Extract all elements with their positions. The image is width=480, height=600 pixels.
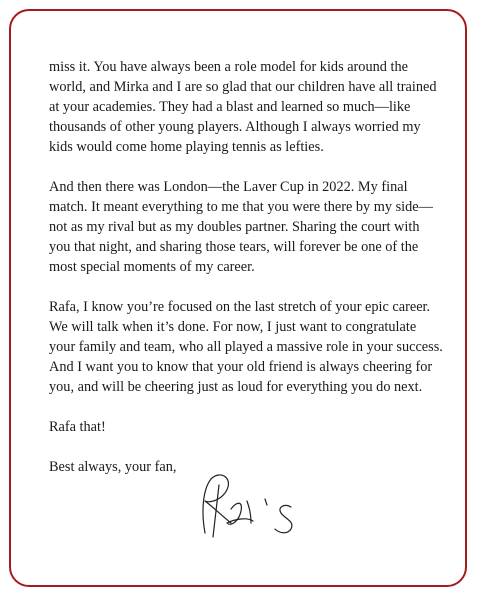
text-line: your family and team, who all played a massive role in your success.: [49, 339, 443, 355]
text-line: We will talk when it’s done. For now, I just want to congratulate: [49, 319, 417, 335]
text-line: miss it. You have always been a role model for kids around the: [49, 59, 408, 75]
text-line: world, and Mirka and I are so glad that our children have all trained: [49, 79, 437, 95]
paragraph-2: [49, 177, 461, 277]
closing-line: [49, 417, 461, 437]
text-line: thousands of other young players. Although I always worried my: [49, 119, 421, 135]
text-line: at your academies. They had a blast and learned so much—like: [49, 99, 411, 115]
paragraph-3: [49, 297, 461, 397]
text-line: Best always, your fan,: [49, 459, 177, 475]
paragraph-1: [49, 57, 461, 157]
letter-card: [9, 9, 467, 587]
text-line: most special moments of my career.: [49, 259, 255, 275]
letter-body: [49, 57, 461, 497]
text-line: not as my rival but as my doubles partner. Sharing the court with: [49, 219, 420, 235]
signature-image: [191, 471, 311, 543]
text-line: you, and will be cheering just as loud for everything you do next.: [49, 379, 423, 395]
text-line: Rafa that!: [49, 419, 106, 435]
text-line: you that night, and sharing those tears, will forever be one of the: [49, 239, 419, 255]
text-line: Rafa, I know you’re focused on the last stretch of your epic career.: [49, 299, 431, 315]
text-line: kids would come home playing tennis as lefties.: [49, 139, 324, 155]
text-line: And I want you to know that your old friend is always cheering for: [49, 359, 433, 375]
text-line: And then there was London—the Laver Cup in 2022. My final: [49, 179, 408, 195]
text-line: match. It meant everything to me that you were there by my side—: [49, 199, 433, 215]
